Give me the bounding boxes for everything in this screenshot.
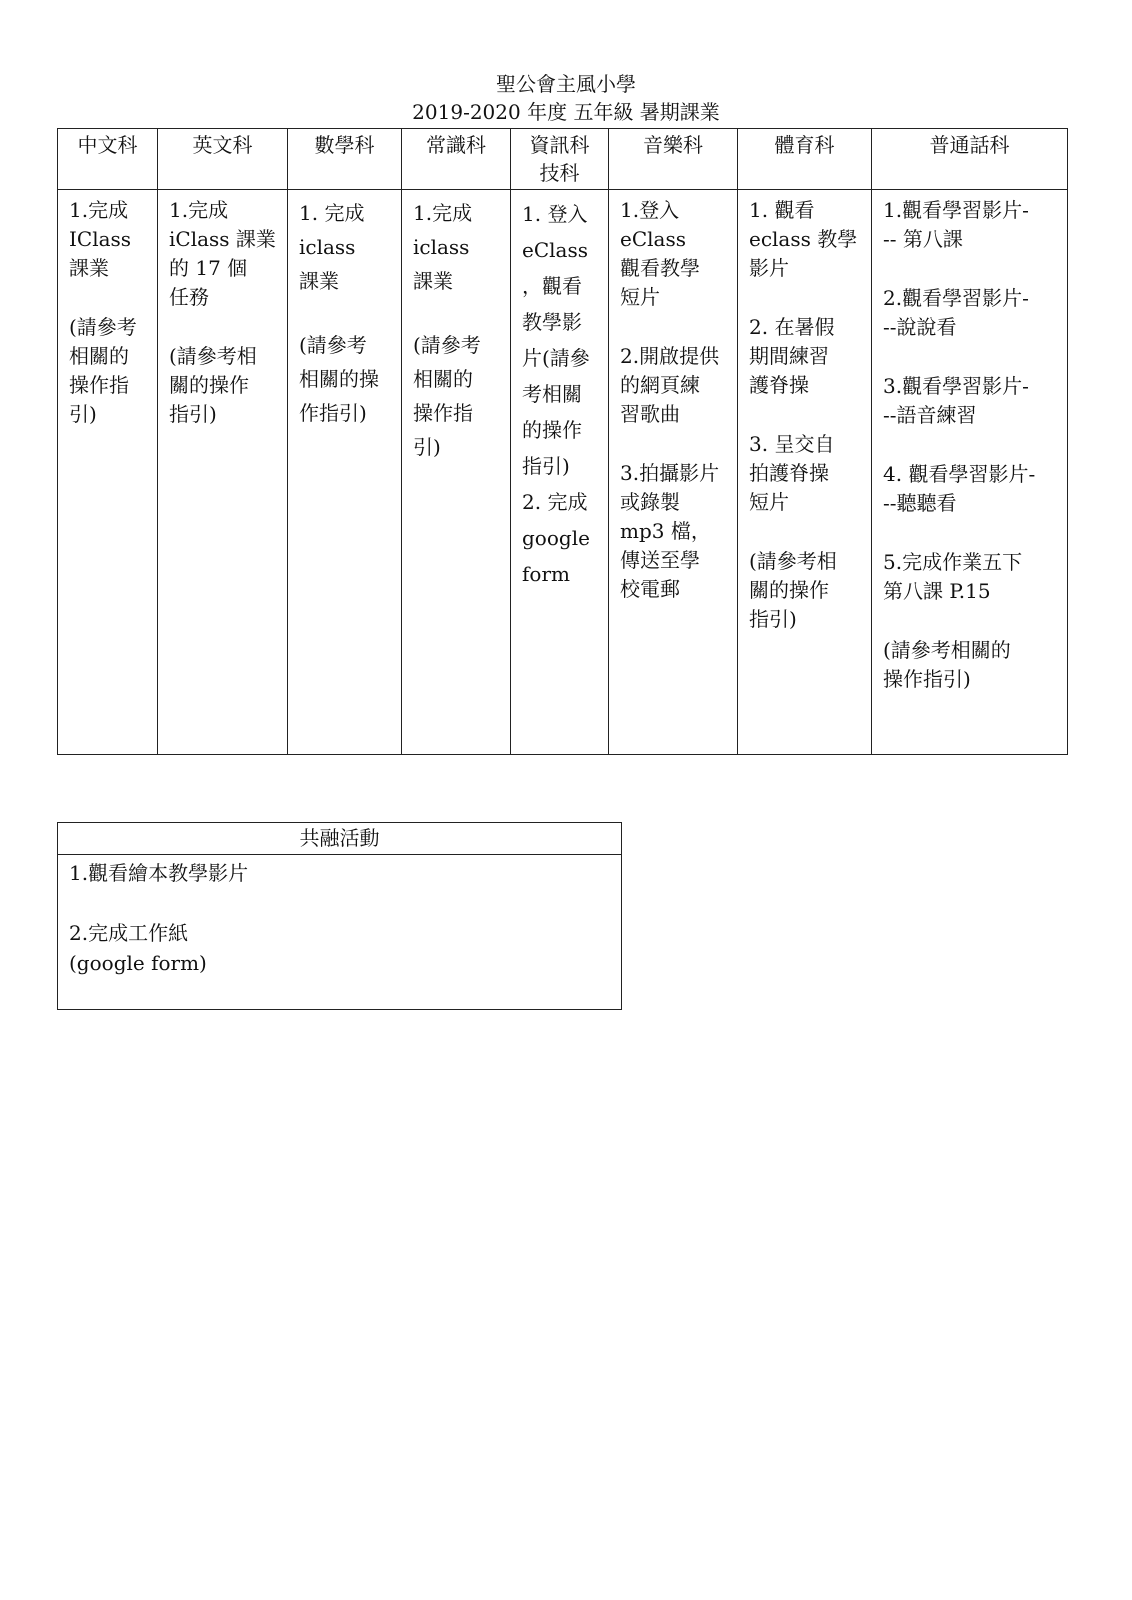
cell-line: 1.觀看學習影片- — [883, 198, 1029, 222]
cell-line: --聽聽看 — [883, 491, 957, 515]
cell-line: --語音練習 — [883, 403, 977, 427]
cell-line: (請參考 — [299, 333, 367, 357]
cell-line: form — [522, 562, 570, 586]
cell-line: 拍護脊操 — [749, 461, 829, 485]
cell-line — [749, 517, 865, 547]
cell-line: eClass — [620, 227, 686, 251]
cell-line: 3. 呈交自 — [749, 432, 835, 456]
cell-line: 1.登入 — [620, 198, 680, 222]
cell-line: 1. 完成 — [299, 201, 365, 225]
cell-math — [288, 190, 402, 755]
cell-line — [169, 312, 281, 342]
cell-line: 短片 — [620, 285, 660, 309]
cell-line — [620, 429, 731, 459]
cell-line: 2.開啟提供 — [620, 344, 720, 368]
cell-line: --說說看 — [883, 315, 957, 339]
cell-line: 傳送至學 — [620, 548, 700, 572]
cell-line: 第八課 P.15 — [883, 579, 991, 603]
cell-line — [883, 254, 1061, 284]
inclusion-activity-body — [58, 855, 621, 981]
homework-table — [57, 128, 1068, 755]
cell-line — [883, 342, 1061, 372]
cell-line — [883, 430, 1061, 460]
cell-line: 3.拍攝影片 — [620, 461, 720, 485]
cell-line: 校電郵 — [620, 577, 680, 601]
inclusion-activity-title: 共融活動 — [58, 823, 621, 855]
cell-ict — [511, 190, 609, 755]
cell-line: 引) — [413, 435, 441, 459]
cell-line: 操作指 — [413, 401, 473, 425]
cell-line: 課業 — [299, 269, 339, 293]
cell-line: 3.觀看學習影片- — [883, 374, 1029, 398]
cell-line: 指引) — [522, 454, 570, 478]
cell-line — [749, 283, 865, 313]
cell-line: 1. 觀看 — [749, 198, 815, 222]
inclusion-activity-box — [57, 822, 622, 1010]
column-header-math: 數學科 — [288, 129, 402, 190]
cell-line: 片(請參 — [522, 346, 590, 370]
cell-line: 的 17 個 — [169, 256, 248, 280]
cell-line: mp3 檔， — [620, 519, 711, 543]
cell-line: 4. 觀看學習影片- — [883, 462, 1036, 486]
cell-line: 影片 — [749, 256, 789, 280]
cell-line: 5.完成作業五下 — [883, 550, 1023, 574]
cell-line: 習歌曲 — [620, 402, 680, 426]
activity-line: (google form) — [69, 951, 207, 975]
cell-line: 相關的操 — [299, 367, 379, 391]
cell-line: (請參考相關的 — [883, 638, 1011, 662]
cell-line: 的網頁練 — [620, 373, 700, 397]
column-header-pe: 體育科 — [738, 129, 872, 190]
document-subtitle: 2019-2020 年度 五年級 暑期課業 — [412, 100, 720, 124]
cell-line: 1.完成 — [169, 198, 229, 222]
cell-line: (請參考相 — [169, 344, 257, 368]
cell-line: 引) — [69, 402, 97, 426]
cell-general-studies — [402, 190, 511, 755]
cell-line: eclass 教學 — [749, 227, 858, 251]
cell-line: 1.完成 — [69, 198, 129, 222]
cell-line — [413, 298, 504, 328]
cell-putonghua — [872, 190, 1068, 755]
cell-line: 1.完成 — [413, 201, 473, 225]
cell-line — [749, 400, 865, 430]
cell-line: IClass — [69, 227, 132, 251]
cell-line: iclass — [299, 235, 356, 259]
cell-line — [299, 298, 395, 328]
cell-line: 期間練習 — [749, 344, 829, 368]
cell-line: 課業 — [413, 269, 453, 293]
cell-line: 指引) — [749, 607, 797, 631]
cell-line — [69, 283, 151, 313]
cell-line: 課業 — [69, 256, 109, 280]
cell-line: 或錄製 — [620, 490, 680, 514]
cell-line: 2. 在暑假 — [749, 315, 835, 339]
cell-line: 教學影 — [522, 310, 582, 334]
cell-line: 1. 登入 — [522, 202, 588, 226]
cell-line: 關的操作 — [749, 578, 829, 602]
cell-line: 2. 完成 — [522, 490, 588, 514]
column-header-chinese: 中文科 — [58, 129, 158, 190]
cell-line — [883, 606, 1061, 636]
cell-chinese — [58, 190, 158, 755]
column-header-putonghua: 普通話科 — [872, 129, 1068, 190]
cell-music — [609, 190, 738, 755]
cell-line: 2.觀看學習影片- — [883, 286, 1029, 310]
cell-line: 操作指引) — [883, 667, 971, 691]
cell-line: 短片 — [749, 490, 789, 514]
cell-line: (請參考 — [413, 333, 481, 357]
cell-line: 任務 — [169, 285, 209, 309]
cell-line: 護脊操 — [749, 373, 809, 397]
column-header-music: 音樂科 — [609, 129, 738, 190]
cell-line: 的操作 — [522, 418, 582, 442]
cell-line: 觀看教學 — [620, 256, 700, 280]
cell-line: (請參考 — [69, 315, 137, 339]
cell-line: (請參考相 — [749, 549, 837, 573]
cell-line: 相關的 — [69, 344, 129, 368]
cell-line: -- 第八課 — [883, 227, 963, 251]
school-name: 聖公會主風小學 — [496, 72, 636, 96]
cell-english — [158, 190, 288, 755]
cell-line: iclass — [413, 235, 470, 259]
activity-line: 2.完成工作紙 — [69, 921, 189, 945]
cell-line: 指引) — [169, 402, 217, 426]
activity-line — [69, 888, 610, 918]
cell-line: 作指引) — [299, 401, 367, 425]
table-header-row — [58, 129, 1068, 190]
cell-line: eClass — [522, 238, 588, 262]
cell-line: google — [522, 526, 590, 550]
activity-line: 1.觀看繪本教學影片 — [69, 861, 249, 885]
cell-line: 考相關 — [522, 382, 582, 406]
cell-pe — [738, 190, 872, 755]
cell-line: 相關的 — [413, 367, 473, 391]
cell-line: 操作指 — [69, 373, 129, 397]
cell-line: 關的操作 — [169, 373, 249, 397]
cell-line — [883, 518, 1061, 548]
table-row — [58, 190, 1068, 755]
column-header-ict: 資訊科技科 — [511, 129, 609, 190]
cell-line: iClass 課業 — [169, 227, 276, 251]
column-header-general-studies: 常識科 — [402, 129, 511, 190]
cell-line — [620, 312, 731, 342]
column-header-english: 英文科 — [158, 129, 288, 190]
cell-line: ，觀看 — [522, 274, 582, 298]
